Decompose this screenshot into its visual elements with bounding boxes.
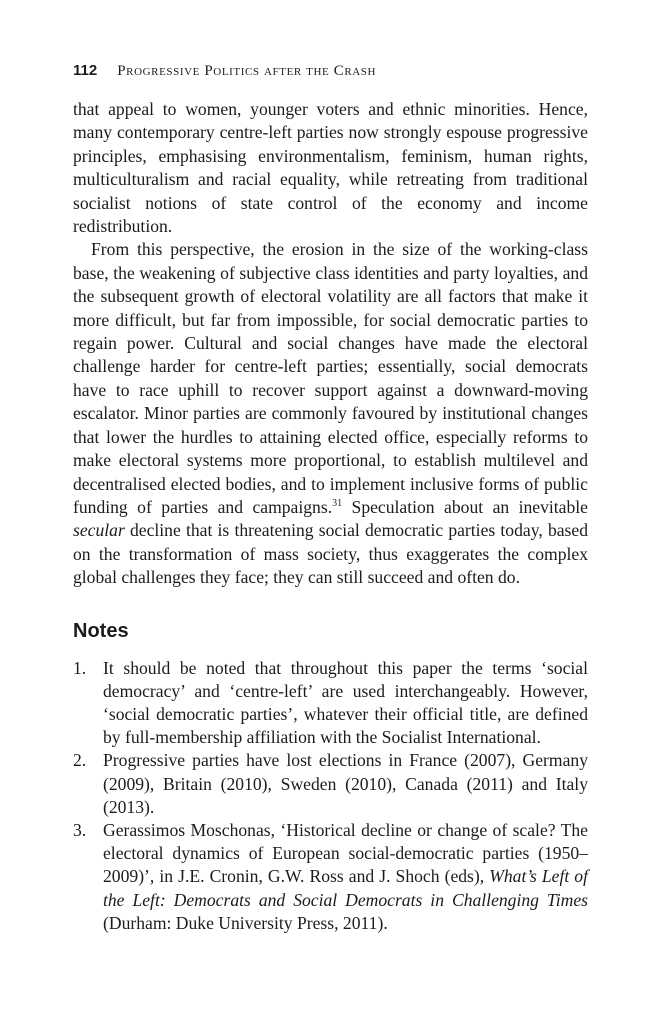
paragraph-2-text-a: From this perspective, the erosion in the size of the working-class base, the weakening of subjective class identities and party loyalties, and the subsequent growth of electoral volatility are all factors that make it more difficult, but far from impossible, for social democratic parties to regain power. Cultural and social changes have made the electoral challenge harder for centre-left parties; essentially, social democrats have to race uphill to recover support against a downward-moving escalator. Minor parties are commonly favoured by institutional changes that lower the hurdles to attaining elected office, especially reforms to make electoral systems more proportional, to establish multilevel and decentralised elected bodies, and to implement inclusive forms of public funding of parties and campaigns. bbox=[73, 239, 588, 517]
note-item bbox=[73, 657, 588, 750]
body-paragraph-2 bbox=[73, 238, 588, 589]
note-item bbox=[73, 749, 588, 819]
note-text: It should be noted that throughout this paper the terms ‘social democracy’ and ‘centre-left’ are used interchangeably. However, ‘social democratic parties’, whatever their official title, are defined by full-membership affiliation with the Socialist International. bbox=[103, 657, 588, 748]
book-page bbox=[73, 62, 588, 935]
paragraph-2-text-c: decline that is threatening social democratic parties today, based on the transformation of mass society, thus exaggerates the complex global challenges they face; they can still succeed and often do. bbox=[73, 520, 588, 588]
note-text: Progressive parties have lost elections in France (2007), Germany (2009), Britain (2010), Sweden (2010), Canada (2011) and Italy (2013). bbox=[103, 750, 588, 817]
note-3-text-a: Gerassimos Moschonas, ‘Historical decline or change of scale? The electoral dynamics of European social-democratic parties (1950–2009)’, in J.E. Cronin, G.W. Ross and J. Shoch (eds), bbox=[103, 819, 588, 887]
note-number: 3. bbox=[73, 819, 87, 840]
note-number: 2. bbox=[73, 750, 87, 771]
body-paragraph-1: that appeal to women, younger voters and ethnic minorities. Hence, many contemporary centre-left parties now strongly espouse progressive principles, emphasising environmentalism, feminism, human rights, multiculturalism and racial equality, while retreating from traditional socialist notions of state control of the economy and income redistribution. bbox=[73, 99, 588, 237]
page-number: 112 bbox=[73, 62, 98, 79]
running-head bbox=[73, 62, 588, 84]
note-text bbox=[103, 819, 588, 935]
note-3-text-b: (Durham: Duke University Press, 2011). bbox=[103, 912, 388, 933]
note-item bbox=[73, 819, 588, 935]
note-3-book-title: What’s Left of the Left: Democrats and Social Democrats in Challenging Times bbox=[103, 866, 588, 910]
running-title: Progressive Politics after the Crash bbox=[117, 63, 377, 79]
paragraph-2-text-b: Speculation about an inevitable bbox=[342, 496, 588, 517]
paragraph-2-emphasis: secular bbox=[73, 520, 125, 541]
footnote-ref-31: 31 bbox=[332, 498, 343, 510]
note-number: 1. bbox=[73, 657, 87, 678]
notes-heading: Notes bbox=[73, 619, 129, 642]
